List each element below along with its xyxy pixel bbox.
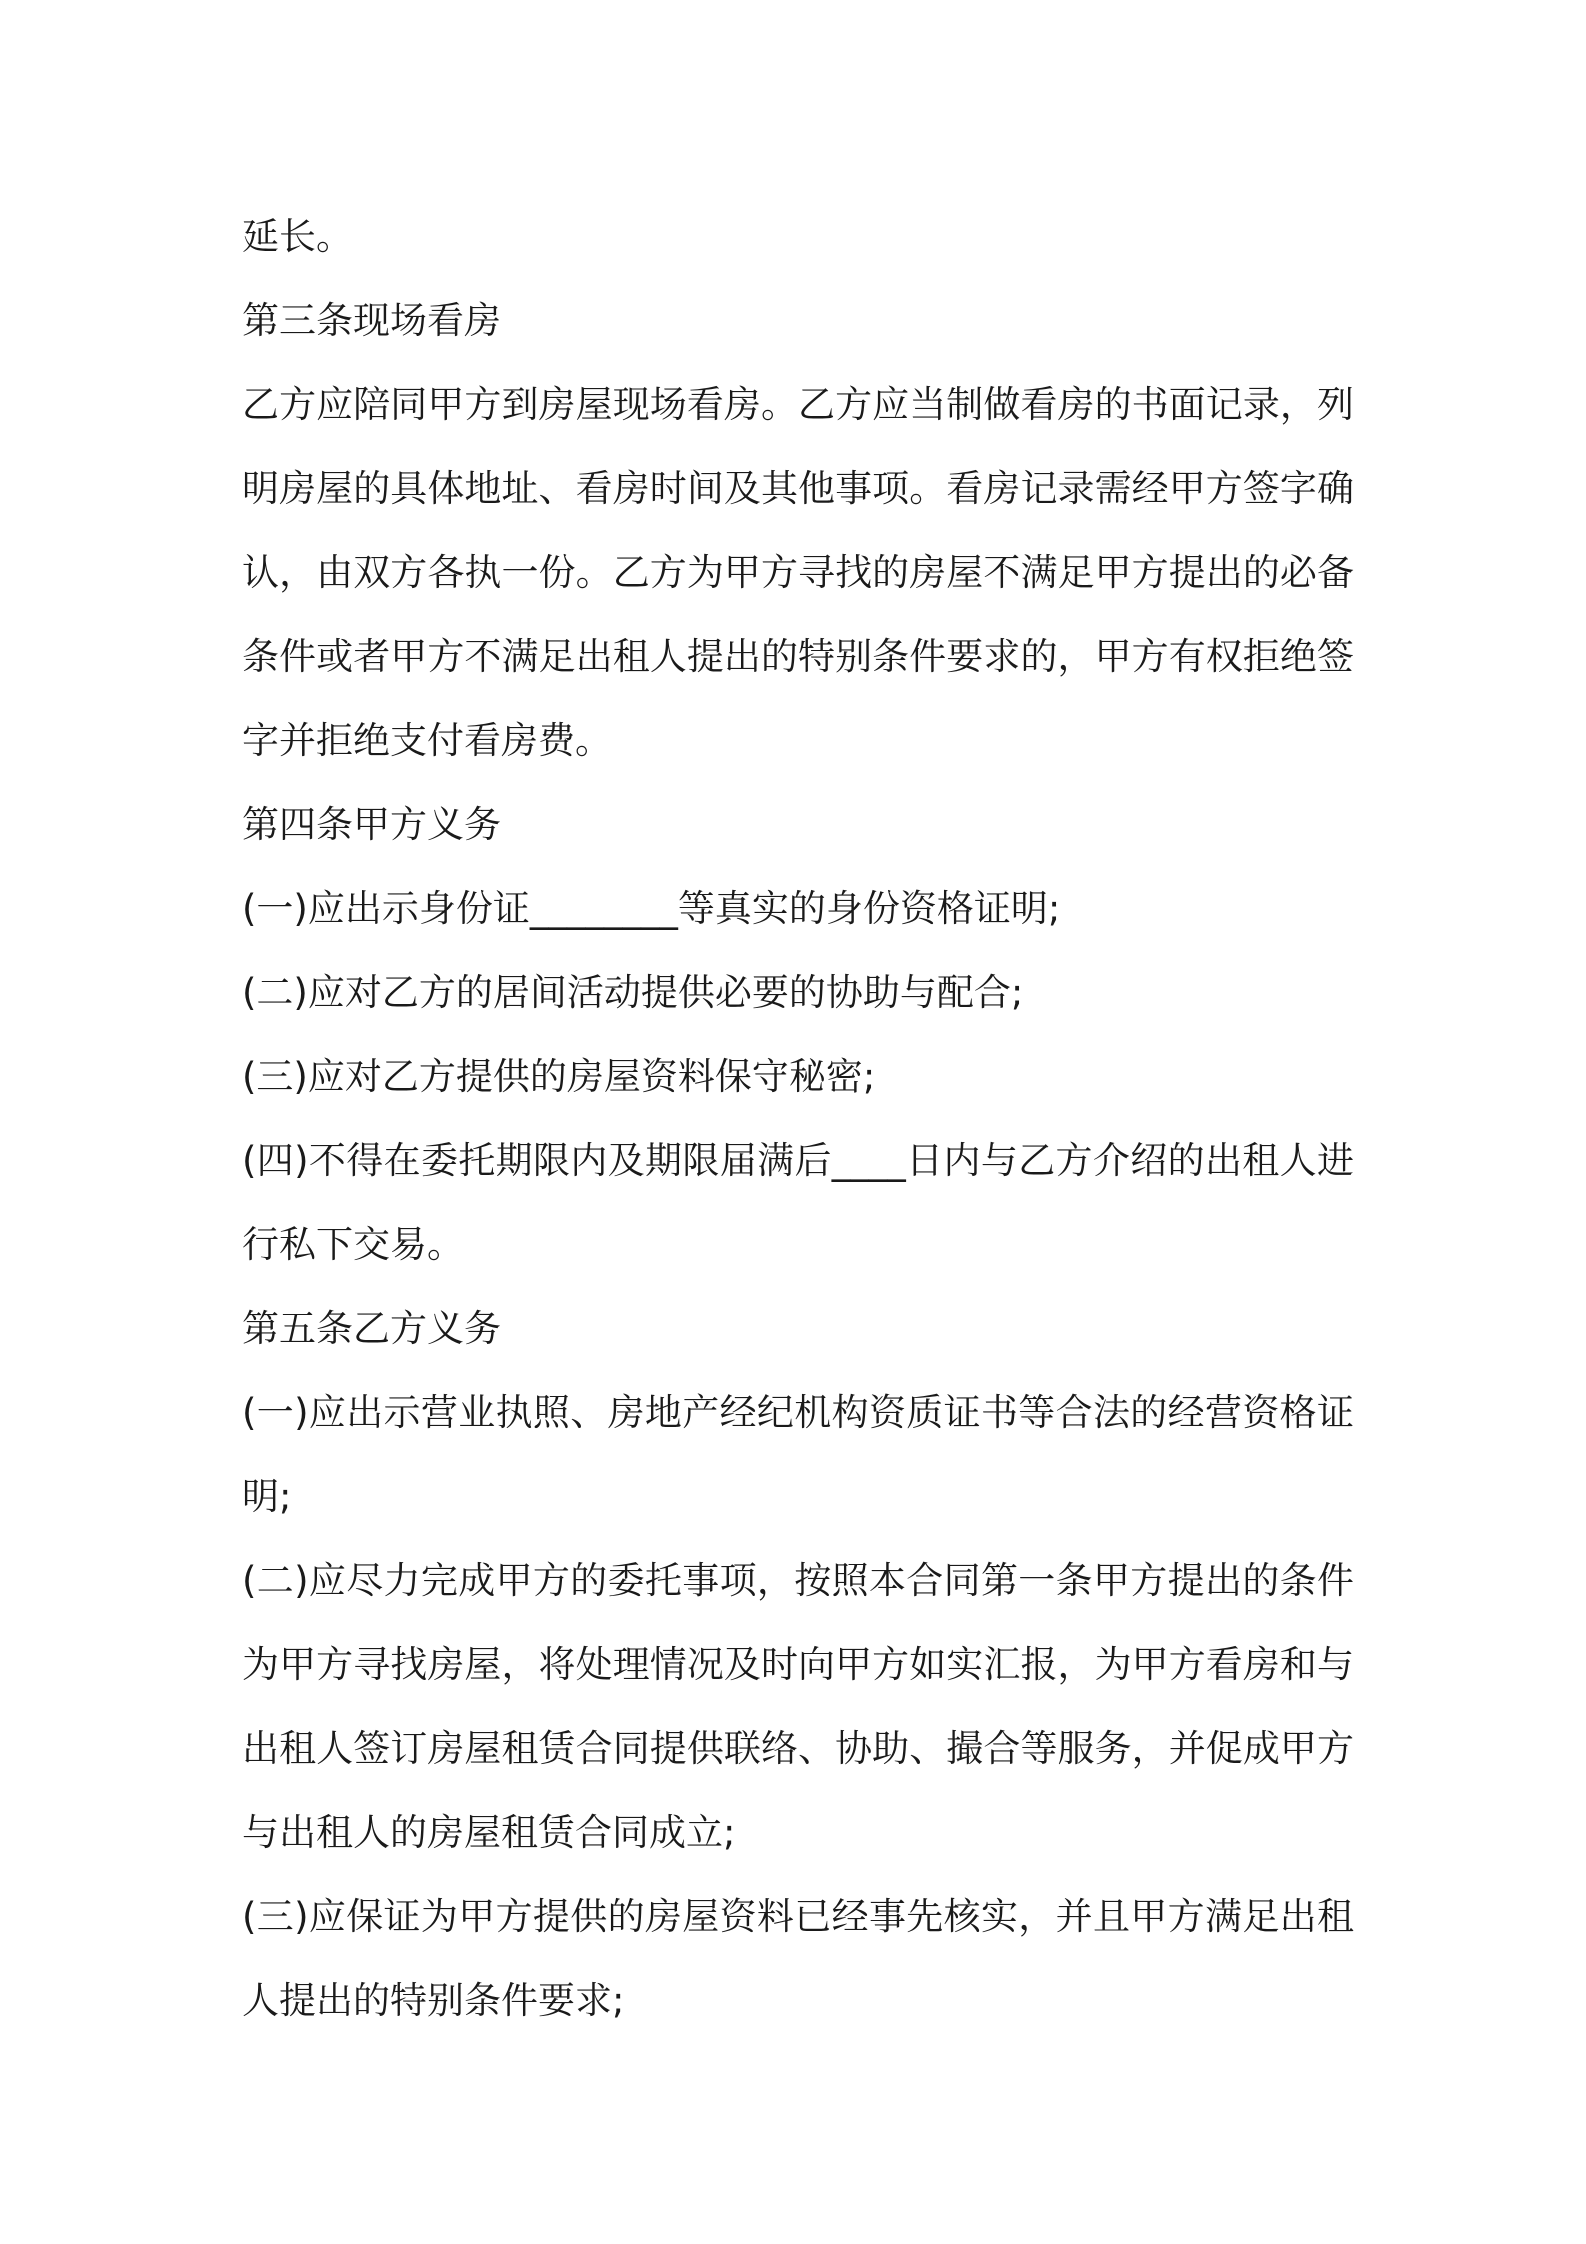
- paragraph-article-4-item-2: (二)应对乙方的居间活动提供必要的协助与配合;: [242, 971, 1024, 1014]
- paragraph-article-5-item-2: (二)应尽力完成甲方的委托事项，按照本合同第一条甲方提出的条件为甲方寻找房屋，将处理情况及时向甲方如实汇报，为甲方看房和与出租人签订房屋租赁合同提供联络、协助、撮合等服务，并促成甲方与出租人的房屋租赁合同成立;: [242, 1559, 1354, 1854]
- paragraph-article-3-body: 乙方应陪同甲方到房屋现场看房。乙方应当制做看房的书面记录，列明房屋的具体地址、看房时间及其他事项。看房记录需经甲方签字确认，由双方各执一份。乙方为甲方寻找的房屋不满足甲方提出的必备条件或者甲方不满足出租人提出的特别条件要求的，甲方有权拒绝签字并拒绝支付看房费。: [242, 383, 1354, 762]
- heading-article-3: 第三条现场看房: [242, 299, 501, 342]
- paragraph-article-4-item-4: (四)不得在委托期限内及期限届满后____日内与乙方介绍的出租人进行私下交易。: [242, 1139, 1354, 1266]
- paragraph-article-5-item-3: (三)应保证为甲方提供的房屋资料已经事先核实，并且甲方满足出租人提出的特别条件要求;: [242, 1895, 1354, 2022]
- paragraph-continuation: 延长。: [242, 215, 353, 258]
- heading-article-5: 第五条乙方义务: [242, 1307, 501, 1350]
- paragraph-article-4-item-3: (三)应对乙方提供的房屋资料保守秘密;: [242, 1055, 876, 1098]
- paragraph-article-4-item-1: (一)应出示身份证________等真实的身份资格证明;: [242, 887, 1061, 930]
- document-body: [242, 195, 1354, 2043]
- paragraph-article-5-item-1: (一)应出示营业执照、房地产经纪机构资质证书等合法的经营资格证明;: [242, 1391, 1354, 1518]
- heading-article-4: 第四条甲方义务: [242, 803, 501, 846]
